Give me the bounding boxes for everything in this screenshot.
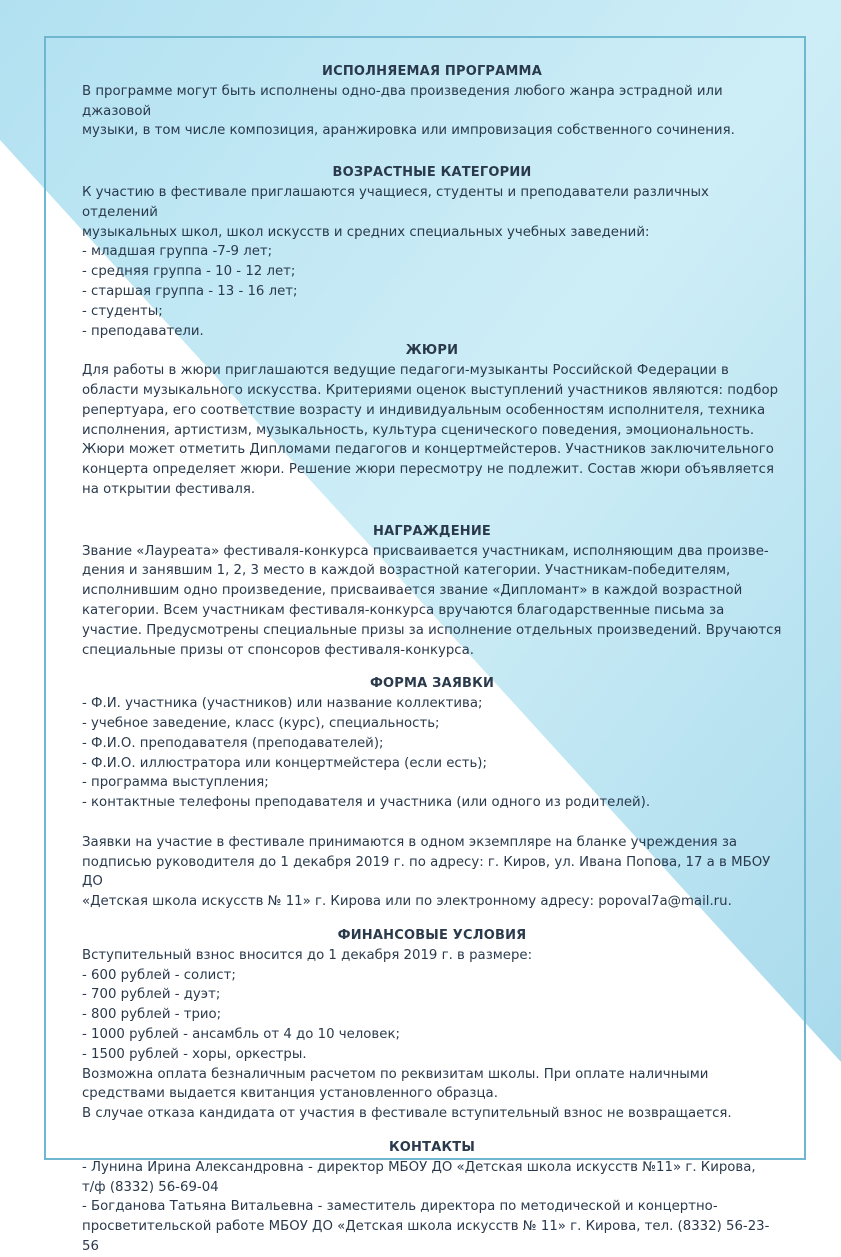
section-award	[82, 522, 782, 661]
text-line: репертуара, его соответствие возрасту и индивидуальным особенностям исполнителя, техника	[82, 402, 766, 418]
age-list	[82, 242, 782, 341]
text-line: средствами выдается квитанция установленного образца.	[82, 1086, 498, 1102]
heading-jury: ЖЮРИ	[405, 343, 459, 359]
text-line: «Детская школа искусств № 11» г. Кирова или по электронному адресу: popoval7a@mail.ru.	[82, 894, 732, 910]
text-line: области музыкального искусства. Критериями оценок выступлений участников являются: подбор	[82, 382, 779, 398]
text-line: подписью руководителя до 1 декабря 2019 г. по адресу: г. Киров, ул. Ивана Попова, 17 а в МБОУ ДО	[82, 854, 771, 890]
text-line: Заявки на участие в фестивале принимаются в одном экземпляре на бланке учреждения за	[82, 834, 738, 850]
list-item: - 600 рублей - солист;	[82, 967, 236, 983]
text-line: В программе могут быть исполнены одно-два произведения любого жанра эстрадной или джазовой	[82, 83, 723, 119]
list-item: - контактные телефоны преподавателя и участника (или одного из родителей).	[82, 795, 651, 811]
text-line: дения и занявшим 1, 2, 3 место в каждой возрастной категории. Участникам-победителям,	[82, 563, 731, 579]
text-line: - Лунина Ирина Александровна - директор МБОУ ДО «Детская школа искусств №11» г. Кирова,	[82, 1159, 756, 1175]
text-line: Возможна оплата безналичным расчетом по реквизитам школы. При оплате наличными	[82, 1066, 709, 1082]
document-body	[82, 62, 782, 1257]
text-line: т/ф (8332) 56-69-04	[82, 1179, 219, 1195]
text-line: исполнившим одно произведение, присваивается звание «Дипломант» в каждой возрастной	[82, 583, 743, 599]
list-item: - Ф.И.О. иллюстратора или концертмейстера (если есть);	[82, 755, 487, 771]
text-line: просветительской работе МБОУ ДО «Детская школа искусств № 11» г. Кирова, тел. (8332) 56-23-56	[82, 1219, 770, 1255]
list-item: - Ф.И. участника (участников) или название коллектива;	[82, 696, 483, 712]
heading-age: ВОЗРАСТНЫЕ КАТЕГОРИИ	[332, 165, 532, 181]
list-item: - 1500 рублей - хоры, оркестры.	[82, 1046, 307, 1062]
list-item: - студенты;	[82, 303, 163, 319]
text-line: исполнения, артистизм, музыкальность, культура сценического поведения, эмоциональность.	[82, 422, 755, 438]
heading-contacts: КОНТАКТЫ	[388, 1140, 476, 1156]
section-contacts	[82, 1138, 782, 1257]
text-line: Жюри может отметить Дипломами педагогов и концертмейстеров. Участников заключительного	[82, 442, 774, 458]
list-item: - средняя группа - 10 - 12 лет;	[82, 264, 296, 280]
text-line: музыки, в том числе композиция, аранжировка или импровизация собственного сочинения.	[82, 123, 735, 139]
list-item: - 1000 рублей - ансамбль от 4 до 10 человек;	[82, 1027, 400, 1043]
section-age	[82, 163, 782, 341]
text-line: участие. Предусмотрены специальные призы за исполнение отдельных произведений. Вручаются	[82, 622, 782, 638]
heading-finance: ФИНАНСОВЫЕ УСЛОВИЯ	[337, 928, 527, 944]
form-list	[82, 694, 782, 813]
text-line: К участию в фестивале приглашаются учащиеся, студенты и преподаватели различных отделений	[82, 184, 709, 220]
heading-award: НАГРАЖДЕНИЕ	[372, 523, 492, 539]
text-line: Для работы в жюри приглашаются ведущие педагоги-музыканты Российской Федерации в	[82, 363, 729, 379]
section-form	[82, 674, 782, 912]
list-item: - младшая группа -7-9 лет;	[82, 244, 273, 260]
list-item: - программа выступления;	[82, 775, 269, 791]
heading-program: ИСПОЛНЯЕМАЯ ПРОГРАММА	[322, 64, 542, 79]
list-item: - 800 рублей - трио;	[82, 1007, 222, 1023]
section-program	[82, 62, 782, 141]
list-item: - старшая группа - 13 - 16 лет;	[82, 283, 298, 299]
text-line: Вступительный взнос вносится до 1 декабря 2019 г. в размере:	[82, 947, 533, 963]
list-item: - 700 рублей - дуэт;	[82, 987, 221, 1003]
text-line: Звание «Лауреата» фестиваля-конкурса присваивается участникам, исполняющим два произве-	[82, 543, 769, 559]
text-line: на открытии фестиваля.	[82, 481, 256, 497]
heading-form: ФОРМА ЗАЯВКИ	[369, 676, 495, 692]
section-jury	[82, 341, 782, 499]
list-item: - преподаватели.	[82, 323, 204, 339]
text-line: - Богданова Татьяна Витальевна - заместитель директора по методической и концертно-	[82, 1199, 718, 1215]
list-item: - учебное заведение, класс (курс), специальность;	[82, 715, 440, 731]
list-item: - Ф.И.О. преподавателя (преподавателей);	[82, 735, 384, 751]
text-line: специальные призы от спонсоров фестиваля-конкурса.	[82, 642, 474, 658]
fee-list	[82, 966, 782, 1065]
text-line: категории. Всем участникам фестиваля-конкурса вручаются благодарственные письма за	[82, 602, 725, 618]
text-line: концерта определяет жюри. Решение жюри пересмотру не подлежит. Состав жюри объявляется	[82, 462, 774, 478]
text-line: музыкальных школ, школ искусств и средних специальных учебных заведений:	[82, 224, 650, 240]
section-finance	[82, 926, 782, 1124]
text-line: В случае отказа кандидата от участия в фестивале вступительный взнос не возвращается.	[82, 1106, 732, 1122]
